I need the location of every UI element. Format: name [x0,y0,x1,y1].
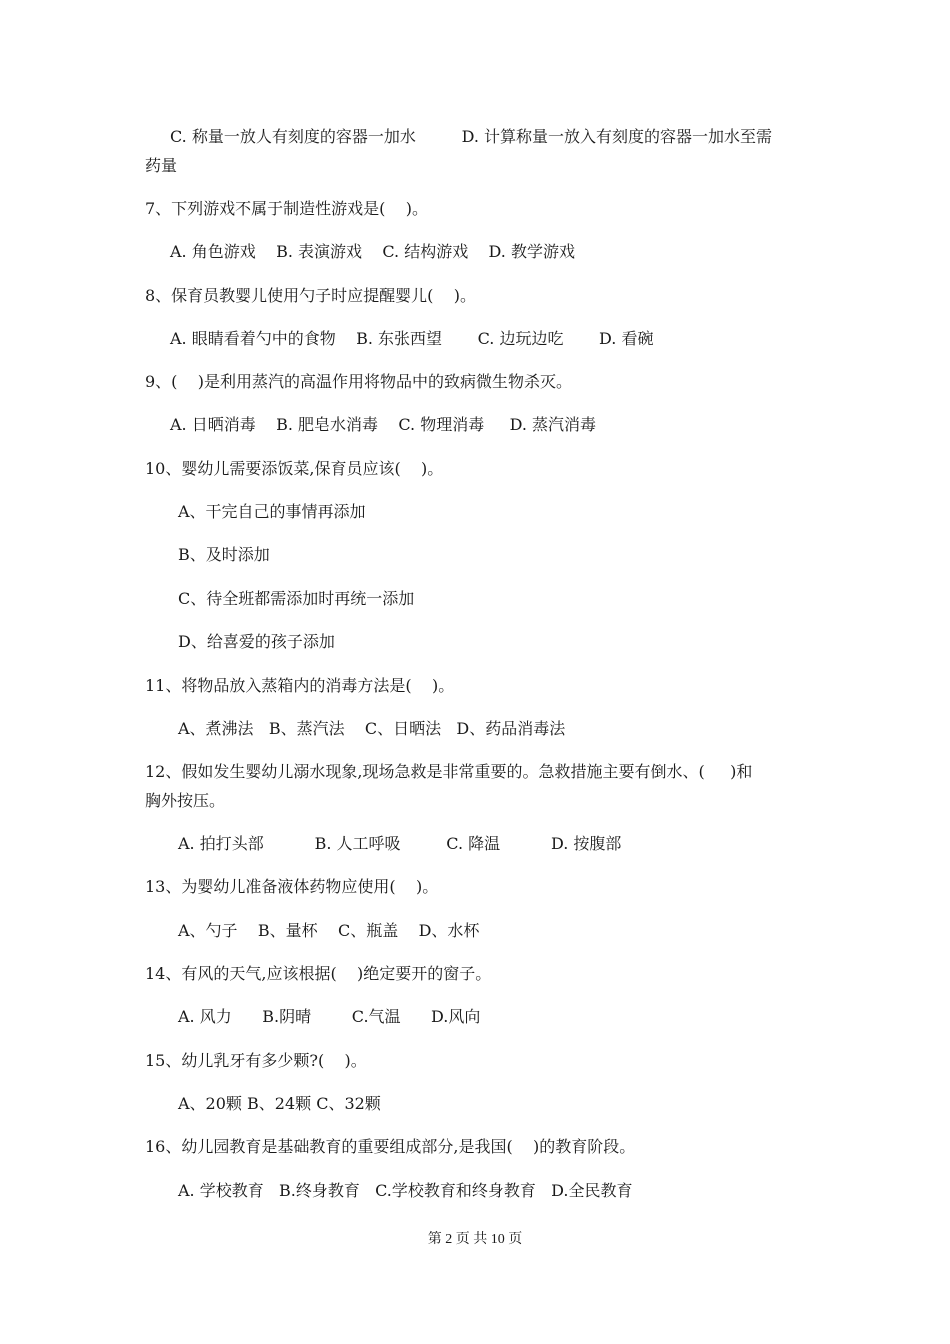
question-13-options: A、勺子 B、量杯 C、瓶盖 D、水杯 [178,921,480,940]
question-7-options: A. 角色游戏 B. 表演游戏 C. 结构游戏 D. 教学游戏 [170,242,575,261]
question-15-options: A、20颗 B、24颗 C、32颗 [178,1094,381,1113]
page-footer: 第 2 页 共 10 页 [427,1232,523,1247]
question-11: 11、将物品放入蒸箱内的消毒方法是( )。 [145,676,455,695]
option-line-continuation: 药量 [145,156,178,175]
question-13: 13、为婴幼儿准备液体药物应使用( )。 [145,877,439,896]
question-10-option-d: D、给喜爱的孩子添加 [178,632,335,651]
option-line-c-d: C. 称量一放人有刻度的容器一加水 D. 计算称量一放入有刻度的容器一加水至需 [170,127,773,146]
question-16: 16、幼儿园教育是基础教育的重要组成部分,是我国( )的教育阶段。 [145,1137,636,1156]
question-10: 10、婴幼儿需要添饭菜,保育员应该( )。 [145,459,444,478]
question-10-option-a: A、干完自己的事情再添加 [178,502,366,521]
question-9: 9、( )是利用蒸汽的高温作用将物品中的致病微生物杀灭。 [145,372,573,391]
question-14: 14、有风的天气,应该根据( )绝定要开的窗子。 [145,964,492,983]
question-12-options: A. 拍打头部 B. 人工呼吸 C. 降温 D. 按腹部 [178,834,622,853]
question-8-options: A. 眼睛看着勺中的食物 B. 东张西望 C. 边玩边吃 D. 看碗 [170,329,654,348]
question-12-continuation: 胸外按压。 [145,791,226,810]
question-12: 12、假如发生婴幼儿溺水现象,现场急救是非常重要的。急救措施主要有倒水、( )和 [145,762,753,781]
question-11-options: A、煮沸法 B、蒸汽法 C、日晒法 D、药品消毒法 [178,719,566,738]
question-7: 7、下列游戏不属于制造性游戏是( )。 [145,199,429,218]
question-14-options: A. 风力 B.阴晴 C.气温 D.风向 [178,1007,481,1026]
question-10-option-b: B、及时添加 [178,545,270,564]
question-16-options: A. 学校教育 B.终身教育 C.学校教育和终身教育 D.全民教育 [178,1181,633,1200]
question-15: 15、幼儿乳牙有多少颗?( )。 [145,1051,367,1070]
question-9-options: A. 日晒消毒 B. 肥皂水消毒 C. 物理消毒 D. 蒸汽消毒 [170,415,597,434]
question-10-option-c: C、待全班都需添加时再统一添加 [178,589,415,608]
question-8: 8、保育员教婴儿使用勺子时应提醒婴儿( )。 [145,286,477,305]
